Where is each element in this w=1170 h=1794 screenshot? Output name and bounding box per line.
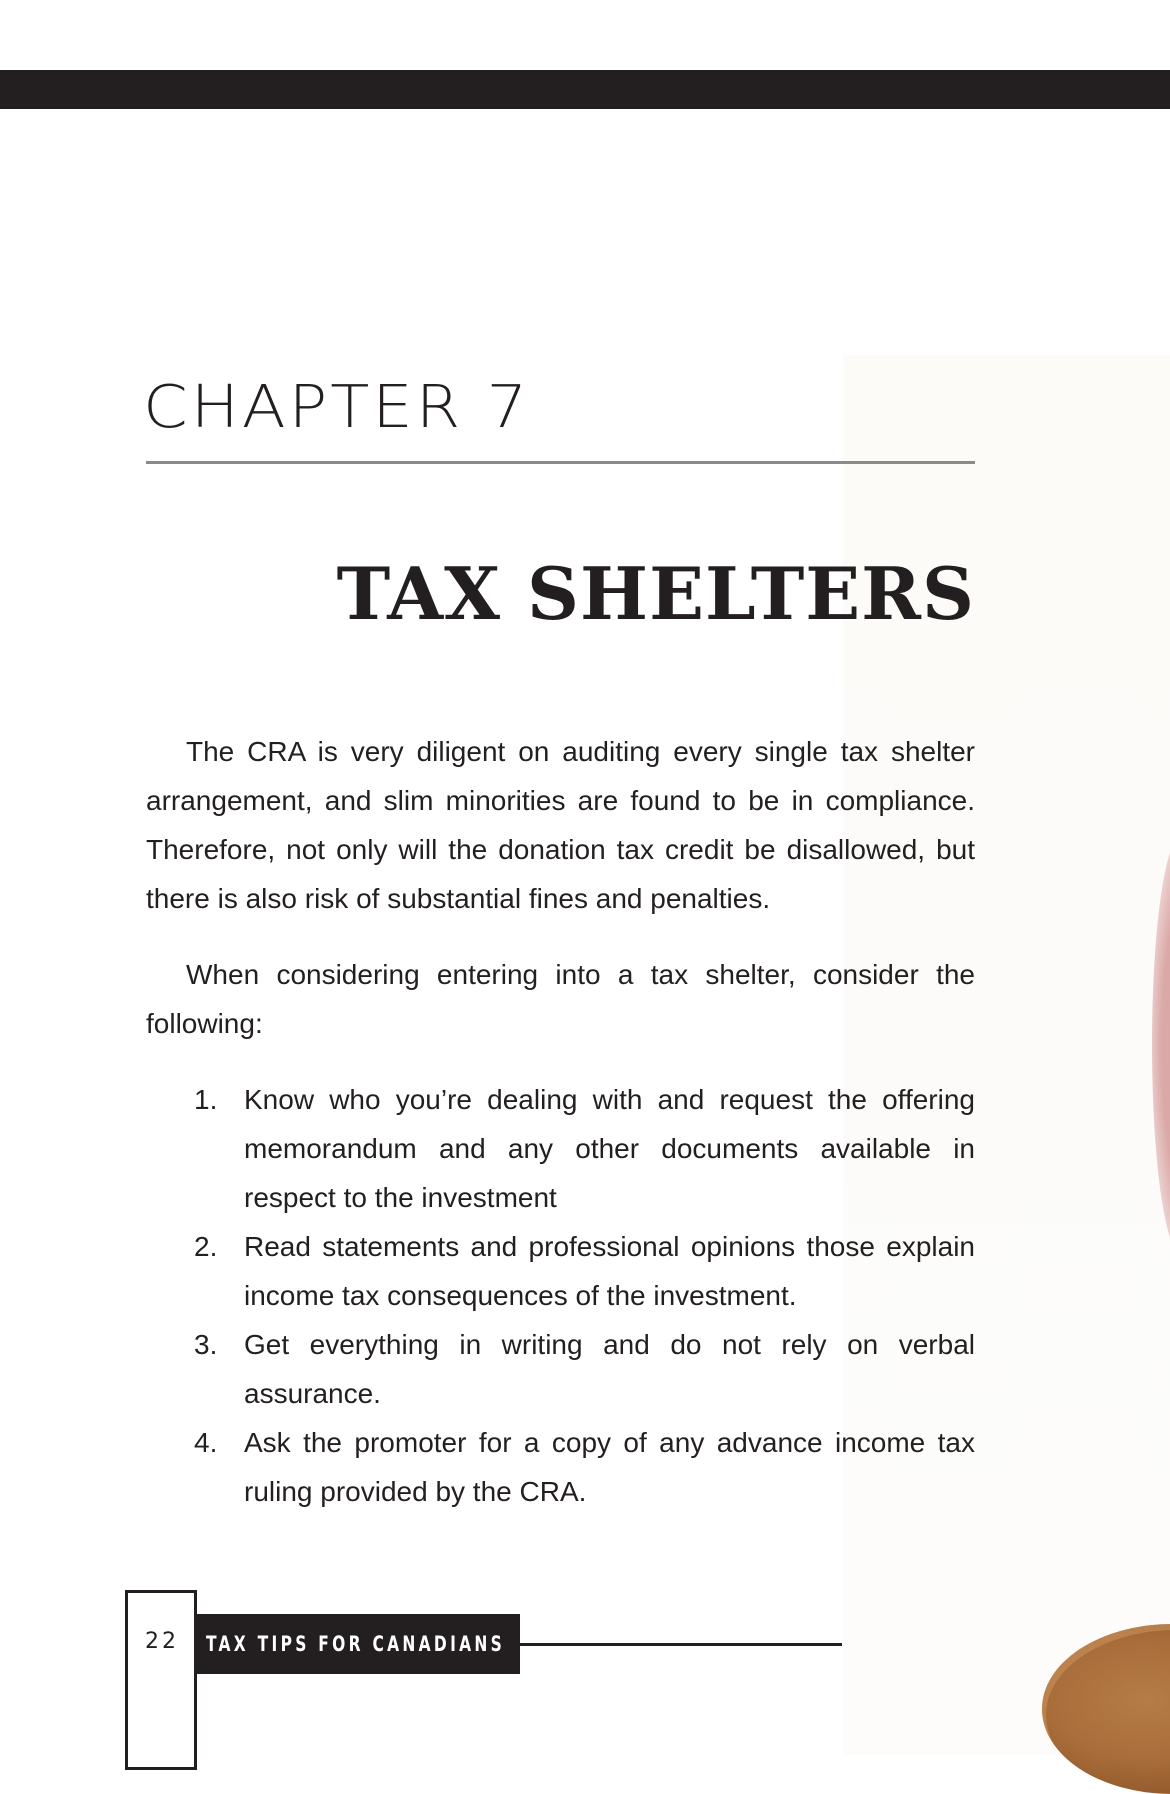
chapter-divider (146, 461, 975, 464)
list-item (146, 1320, 975, 1418)
page-title: TAX SHELTERS (336, 551, 975, 636)
page-number: 22 (145, 1629, 179, 1654)
chapter-label: CHAPTER 7 (143, 373, 531, 442)
list-item-number: 3. (194, 1329, 218, 1360)
list-item-number: 2. (194, 1231, 218, 1262)
list-item-text: Read statements and professional opinions those explain income tax consequences of the investment. (244, 1231, 975, 1311)
list-item (146, 1075, 975, 1222)
header-bar (0, 70, 1170, 109)
book-title: TAX TIPS FOR CANADIANS (206, 1632, 506, 1656)
list-item (146, 1222, 975, 1320)
considerations-list (146, 1075, 975, 1516)
body-paragraph: When considering entering into a tax shelter, consider the following: (146, 959, 975, 1039)
list-item (146, 1418, 975, 1516)
list-item-text: Ask the promoter for a copy of any advance income tax ruling provided by the CRA. (244, 1427, 975, 1507)
chapter-body (146, 727, 975, 1516)
list-item-number: 4. (194, 1427, 218, 1458)
list-item-number: 1. (194, 1084, 218, 1115)
page-number-box (125, 1590, 197, 1770)
footer-divider (520, 1643, 842, 1646)
book-title-banner (197, 1614, 520, 1674)
body-paragraph: The CRA is very diligent on auditing every single tax shelter arrangement, and slim minorities are found to be in compliance. Therefore, not only will the donation tax credit be disallowed, but there is also risk of substantial fines and penalties. (146, 736, 975, 914)
list-item-text: Get everything in writing and do not rely on verbal assurance. (244, 1329, 975, 1409)
list-item-text: Know who you’re dealing with and request the offering memorandum and any other documents available in respect to the investment (244, 1084, 975, 1213)
